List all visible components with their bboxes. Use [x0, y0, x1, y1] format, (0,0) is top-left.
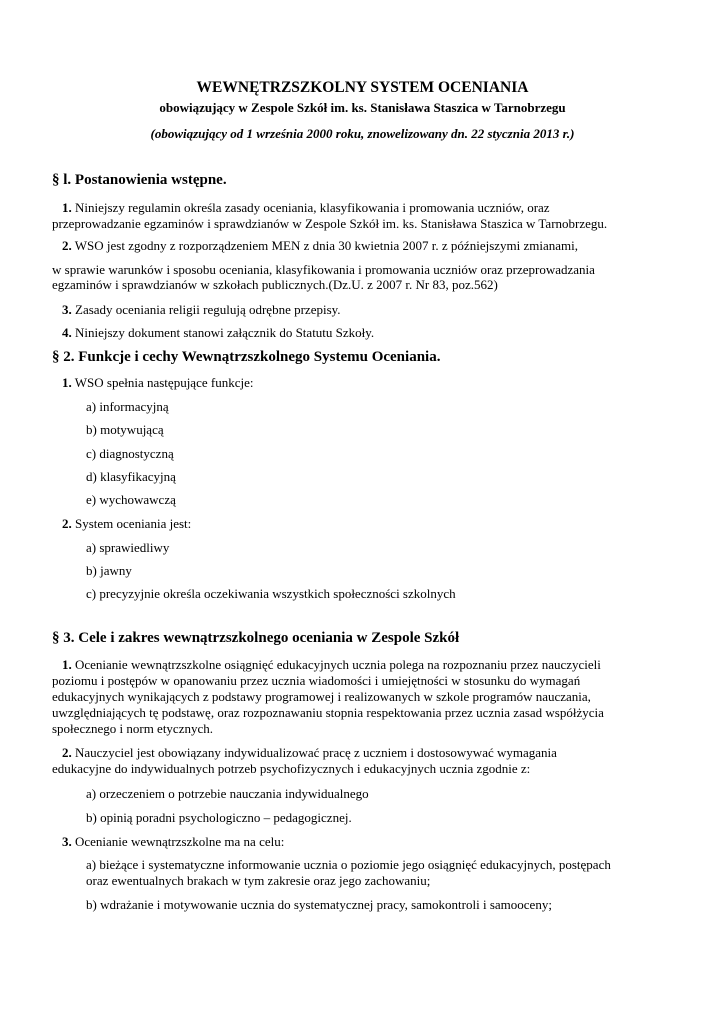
s2-p1-text: WSO spełnia następujące funkcje: [74, 375, 254, 390]
function-item: e) wychowawczą [86, 492, 176, 507]
s1-p4-number: 4. [62, 325, 72, 340]
s1-p2-line2: w sprawie warunków i sposobu oceniania, klasyfikowania i promowania uczniów oraz przeprowadzania [52, 262, 595, 277]
s3-p3-text: Ocenianie wewnątrzszkolne ma na celu: [75, 834, 285, 849]
s3-p2-line2: edukacyjne do indywidualnych potrzeb psychofizycznych i edukacyjnych ucznia zgodnie z: [52, 761, 531, 776]
section-2-heading: § 2. Funkcje i cechy Wewnątrzszkolnego Systemu Oceniania. [52, 349, 441, 365]
s3-p3 [62, 834, 284, 850]
s1-p2-line3: egzaminów i sprawdzianów w szkołach publicznych.(Dz.U. z 2007 r. Nr 83, poz.562) [52, 277, 498, 292]
s3-p3-number: 3. [62, 834, 72, 849]
s2-p1-number: 1. [62, 375, 72, 390]
s3-p1-text: Ocenianie wewnątrzszkolne osiągnięć edukacyjnych ucznia polega na rozpoznaniu przez nauczycieli [75, 657, 601, 672]
goal-item-a-line1: a) bieżące i systematyczne informowanie ucznia o poziomie jego osiągnięć edukacyjnych, postępach [86, 857, 611, 872]
section-3-heading: § 3. Cele i zakres wewnątrzszkolnego oceniania w Zespole Szkół [52, 630, 460, 646]
s1-p2-text: WSO jest zgodny z rozporządzeniem MEN z dnia 30 kwietnia 2007 r. z późniejszymi zmianami, [74, 238, 579, 253]
s1-p4-text: Niniejszy dokument stanowi załącznik do Statutu Szkoły. [75, 325, 375, 340]
s1-p3-text: Zasady oceniania religii regulują odrębne przepisy. [75, 302, 341, 317]
goal-item-b: b) wdrażanie i motywowanie ucznia do systematycznej pracy, samokontroli i samooceny; [86, 897, 552, 912]
s1-p1-line1 [62, 200, 550, 216]
function-item: d) klasyfikacyjną [86, 469, 176, 484]
feature-item: a) sprawiedliwy [86, 540, 170, 555]
s3-p2-text: Nauczyciel jest obowiązany indywidualizować pracę z uczniem i dostosowywać wymagania [75, 745, 557, 760]
feature-item: c) precyzyjnie określa oczekiwania wszystkich społeczności szkolnych [86, 586, 456, 601]
s3-p1-line3: edukacyjnych wynikających z podstawy programowej i realizowanych w szkole programów nauczania, [52, 689, 591, 704]
s2-p1 [62, 375, 253, 391]
s1-p3-number: 3. [62, 302, 72, 317]
s3-p1-line4: uwzględniających tę podstawę, oraz rozpoznawaniu stopnia respektowania przez ucznia zasad współżycia [52, 705, 604, 720]
s1-p2-number: 2. [62, 238, 72, 253]
s3-p1-line1 [62, 657, 601, 673]
feature-item: b) jawny [86, 563, 132, 578]
s1-p3 [62, 302, 341, 318]
s2-p2-text: System oceniania jest: [75, 516, 192, 531]
s3-p1-line2: poziomu i postępów w opanowaniu przez ucznia wiadomości i umiejętności w stosunku do wymagań [52, 673, 581, 688]
s3-p2-line1 [62, 745, 557, 761]
requirement-item: a) orzeczeniem o potrzebie nauczania indywidualnego [86, 786, 369, 801]
s2-p2 [62, 516, 191, 532]
s1-p1-number: 1. [62, 200, 72, 215]
s3-p1-number: 1. [62, 657, 72, 672]
function-item: b) motywującą [86, 422, 164, 437]
document-title: WEWNĘTRZSZKOLNY SYSTEM OCENIANIA [196, 79, 529, 96]
s1-p4 [62, 325, 374, 341]
s2-p2-number: 2. [62, 516, 72, 531]
s3-p2-number: 2. [62, 745, 72, 760]
s1-p1-text: Niniejszy regulamin określa zasady oceniania, klasyfikowania i promowania uczniów, oraz [75, 200, 550, 215]
function-item: a) informacyjną [86, 399, 169, 414]
s1-p2-line1 [62, 238, 578, 254]
requirement-item: b) opinią poradni psychologiczno – pedagogicznej. [86, 810, 352, 825]
function-item: c) diagnostyczną [86, 446, 174, 461]
s1-p1-line2: przeprowadzanie egzaminów i sprawdzianów w Zespole Szkół im. ks. Stanisława Staszica w Tarnobrzegu. [52, 216, 608, 231]
document-subtitle: obowiązujący w Zespole Szkół im. ks. Stanisława Staszica w Tarnobrzegu [159, 100, 566, 115]
goal-item-a-line2: oraz ewentualnych brakach w tym zakresie oraz jego zachowaniu; [86, 873, 431, 888]
document-validity: (obowiązujący od 1 września 2000 roku, znowelizowany dn. 22 stycznia 2013 r.) [150, 126, 575, 141]
section-1-heading: § l. Postanowienia wstępne. [52, 172, 227, 188]
s3-p1-line5: społecznego i norm etycznych. [52, 721, 213, 736]
